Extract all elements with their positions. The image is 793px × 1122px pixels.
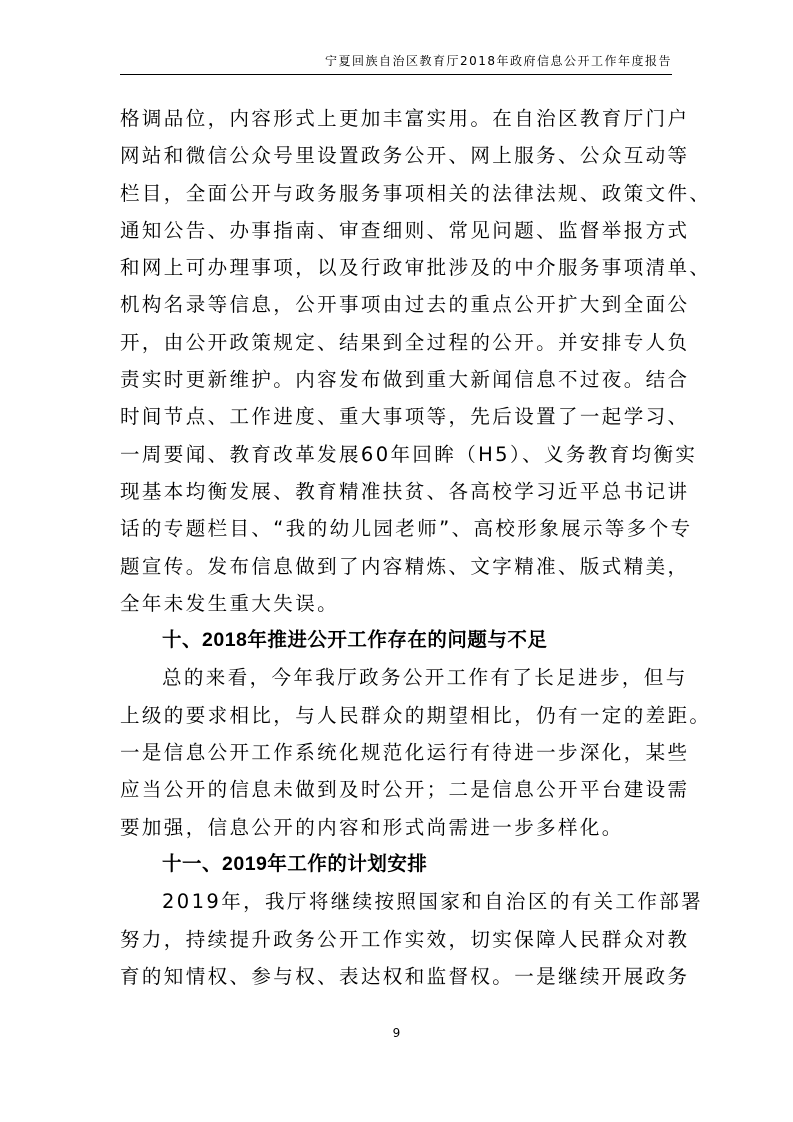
- running-header: 宁夏回族自治区教育厅2018年政府信息公开工作年度报告: [324, 54, 672, 68]
- text-line: 通知公告、办事指南、审查细则、常见问题、监督举报方式: [120, 218, 690, 242]
- page-number: 9: [392, 1026, 401, 1040]
- text-line: 努力，持续提升政务公开工作实效，切实保障人民群众对教: [120, 927, 690, 951]
- body-text: [120, 100, 712, 995]
- text-line: 栏目，全面公开与政务服务事项相关的法律法规、政策文件、: [120, 181, 712, 205]
- text-line: 现基本均衡发展、教育精准扶贫、各高校学习近平总书记讲: [120, 479, 690, 503]
- text-line: 责实时更新维护。内容发布做到重大新闻信息不过夜。结合: [120, 368, 690, 392]
- text-line: 网站和微信公众号里设置政务公开、网上服务、公众互动等: [120, 144, 690, 168]
- text-line: 机构名录等信息，公开事项由过去的重点公开扩大到全面公: [120, 293, 690, 317]
- text-line: 要加强，信息公开的内容和形式尚需进一步多样化。: [120, 815, 624, 839]
- header-rule: [120, 74, 672, 75]
- text-line: 题宣传。发布信息做到了内容精炼、文字精准、版式精美，: [120, 554, 690, 578]
- text-line: 时间节点、工作进度、重大事项等，先后设置了一起学习、: [120, 405, 690, 429]
- text-line: 上级的要求相比，与人民群众的期望相比，仍有一定的差距。: [120, 703, 712, 727]
- text-line: 格调品位，内容形式上更加丰富实用。在自治区教育厅门户: [120, 107, 690, 130]
- text-line: 应当公开的信息未做到及时公开；二是信息公开平台建设需: [120, 778, 690, 802]
- text-line: 开，由公开政策规定、结果到全过程的公开。并安排专人负: [120, 330, 690, 354]
- text-line: 2019年，我厅将继续按照国家和自治区的有关工作部署: [162, 890, 704, 914]
- text-line: 一是信息公开工作系统化规范化运行有待进一步深化，某些: [120, 741, 690, 765]
- text-line: 育的知情权、参与权、表达权和监督权。一是继续开展政务: [120, 964, 690, 988]
- text-line: 和网上可办理事项，以及行政审批涉及的中介服务事项清单、: [120, 256, 712, 280]
- text-line: 一周要闻、教育改革发展60年回眸（H5）、义务教育均衡实: [120, 442, 698, 466]
- text-line: 话的专题栏目、“我的幼儿园老师”、高校形象展示等多个专: [120, 517, 693, 541]
- text-line: 总的来看，今年我厅政务公开工作有了长足进步，但与: [162, 666, 688, 690]
- section-heading: 十、2018年推进公开工作存在的问题与不足: [162, 629, 548, 652]
- text-line: 全年未发生重大失误。: [120, 591, 340, 615]
- section-heading: 十一、2019年工作的计划安排: [162, 852, 428, 875]
